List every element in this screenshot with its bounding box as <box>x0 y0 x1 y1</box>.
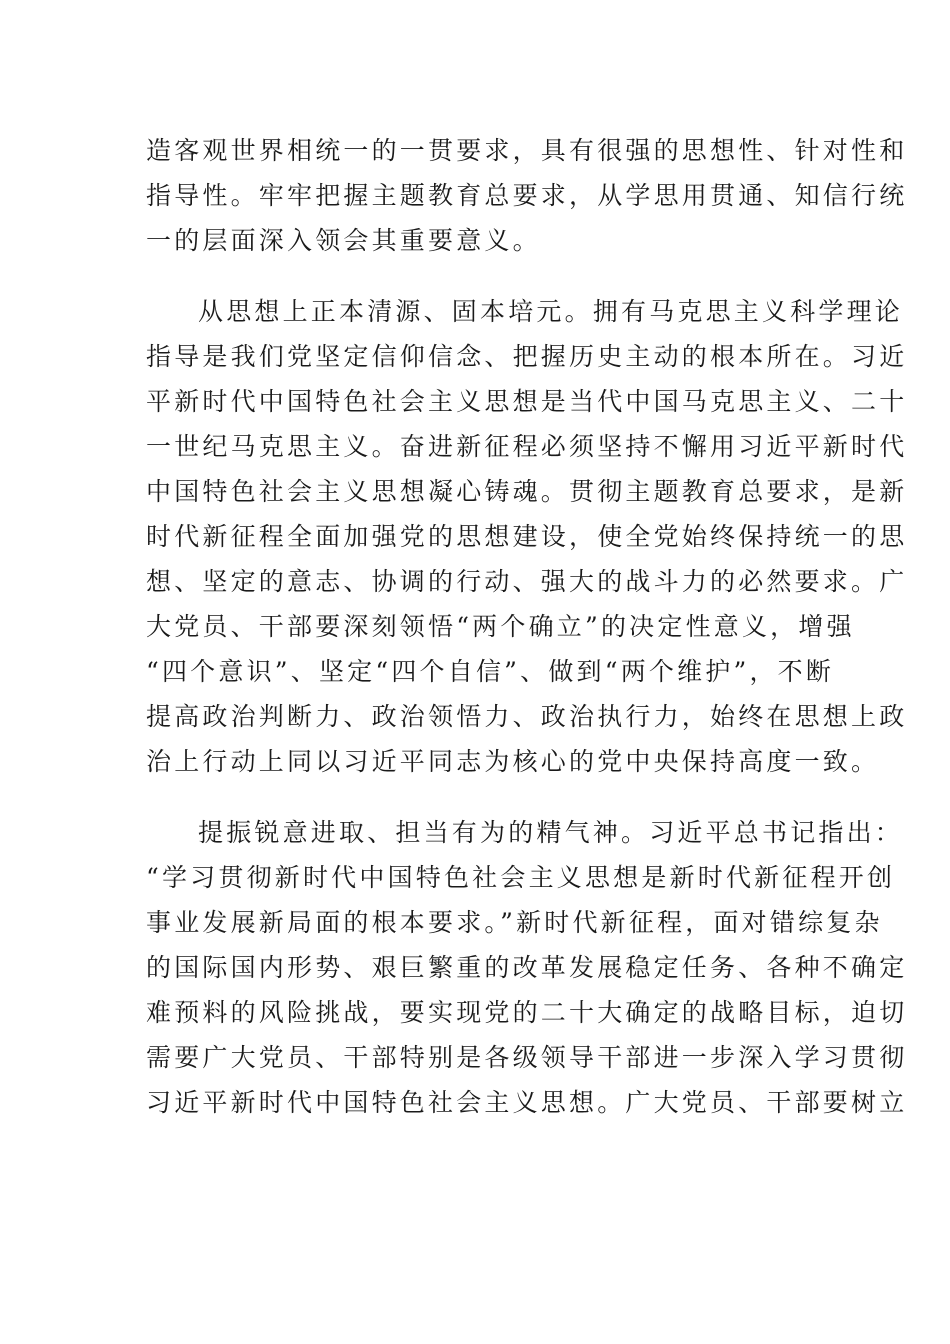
text-line: 难预料的风险挑战，要实现党的二十大确定的战略目标，迫切 <box>146 998 908 1027</box>
body-text <box>146 128 908 1125</box>
paragraph-continuation <box>146 128 908 263</box>
text-line: 想、坚定的意志、协调的行动、强大的战斗力的必然要求。广 <box>146 567 908 596</box>
text-line: 平新时代中国特色社会主义思想是当代中国马克思主义、二十 <box>146 387 908 416</box>
text-line: 指导性。牢牢把握主题教育总要求，从学思用贯通、知信行统 <box>146 181 908 210</box>
text-line: 提高政治判断力、政治领悟力、政治执行力，始终在思想上政 <box>146 702 908 731</box>
text-line: 从思想上正本清源、固本培元。拥有马克思主义科学理论 <box>198 297 904 326</box>
text-line: “四个意识”、坚定“四个自信”、做到“两个维护”，不断 <box>146 657 835 686</box>
text-line: 需要广大党员、干部特别是各级领导干部进一步深入学习贯彻 <box>146 1043 908 1072</box>
text-line: 事业发展新局面的根本要求。”新时代新征程，面对错综复杂 <box>146 908 883 937</box>
text-line: 的国际国内形势、艰巨繁重的改革发展稳定任务、各种不确定 <box>146 953 908 982</box>
text-line: 中国特色社会主义思想凝心铸魂。贯彻主题教育总要求，是新 <box>146 477 908 506</box>
text-line: 造客观世界相统一的一贯要求，具有很强的思想性、针对性和 <box>146 136 908 165</box>
text-line: 一的层面深入领会其重要意义。 <box>146 226 541 255</box>
text-line: 提振锐意进取、担当有为的精气神。习近平总书记指出： <box>198 818 904 847</box>
paragraph-spirit <box>146 810 908 1125</box>
text-line: 指导是我们党坚定信仰信念、把握历史主动的根本所在。习近 <box>146 342 908 371</box>
text-line: 治上行动上同以习近平同志为核心的党中央保持高度一致。 <box>146 747 880 776</box>
text-line: 一世纪马克思主义。奋进新征程必须坚持不懈用习近平新时代 <box>146 432 908 461</box>
paragraph-ideology <box>146 289 908 784</box>
text-line: 习近平新时代中国特色社会主义思想。广大党员、干部要树立 <box>146 1088 908 1117</box>
paragraph-spacer <box>146 784 806 810</box>
paragraph-spacer <box>146 263 806 289</box>
text-line: 时代新征程全面加强党的思想建设，使全党始终保持统一的思 <box>146 522 908 551</box>
text-line: 大党员、干部要深刻领悟“两个确立”的决定性意义，增强 <box>146 612 855 641</box>
text-line: “学习贯彻新时代中国特色社会主义思想是新时代新征程开创 <box>146 863 896 892</box>
